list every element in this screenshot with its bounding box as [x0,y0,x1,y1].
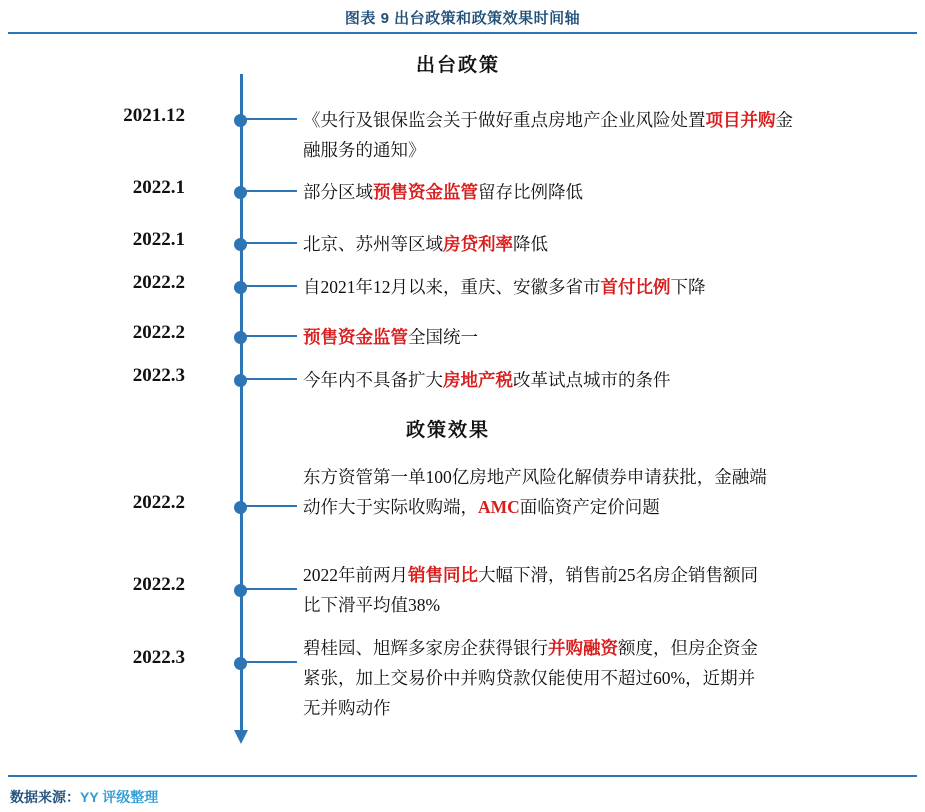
bottom-divider [8,775,917,777]
text-segment: 下降 [670,277,706,297]
text-segment: 东方资管第一单100亿房地产风险化解债券申请获批，金融端动作大于实际收购端， [303,467,767,517]
text-segment-highlight: 销售同比 [408,565,478,585]
timeline-date: 2022.3 [132,647,185,668]
text-segment: 碧桂园、旭辉多家房企获得银行 [303,638,548,658]
timeline-date: 2022.2 [132,322,185,343]
text-segment: 北京、苏州等区域 [303,234,443,254]
timeline-arrow-icon [234,730,248,744]
section-heading-policy: 出台政策 [416,55,501,76]
timeline-connector [245,190,297,192]
text-segment: 面临资产定价问题 [519,497,660,517]
timeline-dot-icon [234,114,247,127]
text-segment: 大幅下滑，销售前25名房企销售额同比下滑平均值38% [303,565,758,615]
timeline-connector [245,588,297,590]
timeline-dot-icon [234,374,247,387]
timeline-content [303,633,768,723]
text-segment: 自2021年12月以来，重庆、安徽多省市 [303,277,601,297]
timeline-date: 2022.1 [132,177,185,198]
timeline-dot-icon [234,281,247,294]
text-segment: 今年内不具备扩大 [303,370,443,390]
timeline-content [303,105,803,165]
text-segment-highlight: 房地产税 [443,370,513,390]
timeline-dot-icon [234,331,247,344]
timeline-date: 2022.2 [132,574,185,595]
text-segment: 额度，但房企资金紧张，加上交易价中并购贷款仅能使用不超过60%，近期并无并购动作 [303,638,758,718]
text-segment: 改革试点城市的条件 [513,370,671,390]
text-segment: 留存比例降低 [478,182,583,202]
text-segment: 2022年前两月 [303,565,408,585]
timeline-axis [240,74,243,734]
figure-title: 图表 9 出台政策和政策效果时间轴 [344,9,581,27]
timeline-content [303,560,768,620]
text-segment-highlight: 房贷利率 [443,234,513,254]
timeline-date: 2021.12 [123,105,185,126]
timeline-content [303,322,803,352]
timeline-date: 2022.2 [132,272,185,293]
timeline-connector [245,661,297,663]
timeline-content [303,177,803,207]
text-segment-highlight: 预售资金监管 [373,182,478,202]
timeline-connector [245,505,297,507]
text-segment-highlight: 项目并购 [705,110,776,130]
timeline-connector [245,118,297,120]
timeline-dot-icon [234,501,247,514]
timeline-connector [245,378,297,380]
section-heading-effect: 政策效果 [406,420,491,441]
text-segment: 全国统一 [408,327,478,347]
timeline-dot-icon [234,238,247,251]
timeline-content [303,365,803,395]
text-segment: 降低 [513,234,548,254]
text-segment: 部分区域 [303,182,373,202]
figure-title-bar [0,0,925,34]
text-segment: 《央行及银保监会关于做好重点房地产企业风险处置 [303,110,706,130]
timeline-dot-icon [234,584,247,597]
timeline-connector [245,242,297,244]
source-note [10,787,158,807]
text-segment-highlight: AMC [478,497,520,517]
timeline-connector [245,285,297,287]
text-segment: 金融服务的通知》 [303,110,793,160]
top-divider [8,32,917,34]
timeline-content [303,462,768,522]
source-value: YY 评级整理 [80,789,159,805]
timeline-content [303,272,803,302]
timeline-connector [245,335,297,337]
source-label: 数据来源： [10,789,80,805]
text-segment-highlight: 并购融资 [548,638,618,658]
timeline-date: 2022.3 [132,365,185,386]
timeline-dot-icon [234,657,247,670]
timeline-date: 2022.2 [132,492,185,513]
text-segment-highlight: 预售资金监管 [303,327,408,347]
timeline-content [303,229,803,259]
timeline-date: 2022.1 [132,229,185,250]
text-segment-highlight: 首付比例 [600,277,671,297]
timeline-dot-icon [234,186,247,199]
